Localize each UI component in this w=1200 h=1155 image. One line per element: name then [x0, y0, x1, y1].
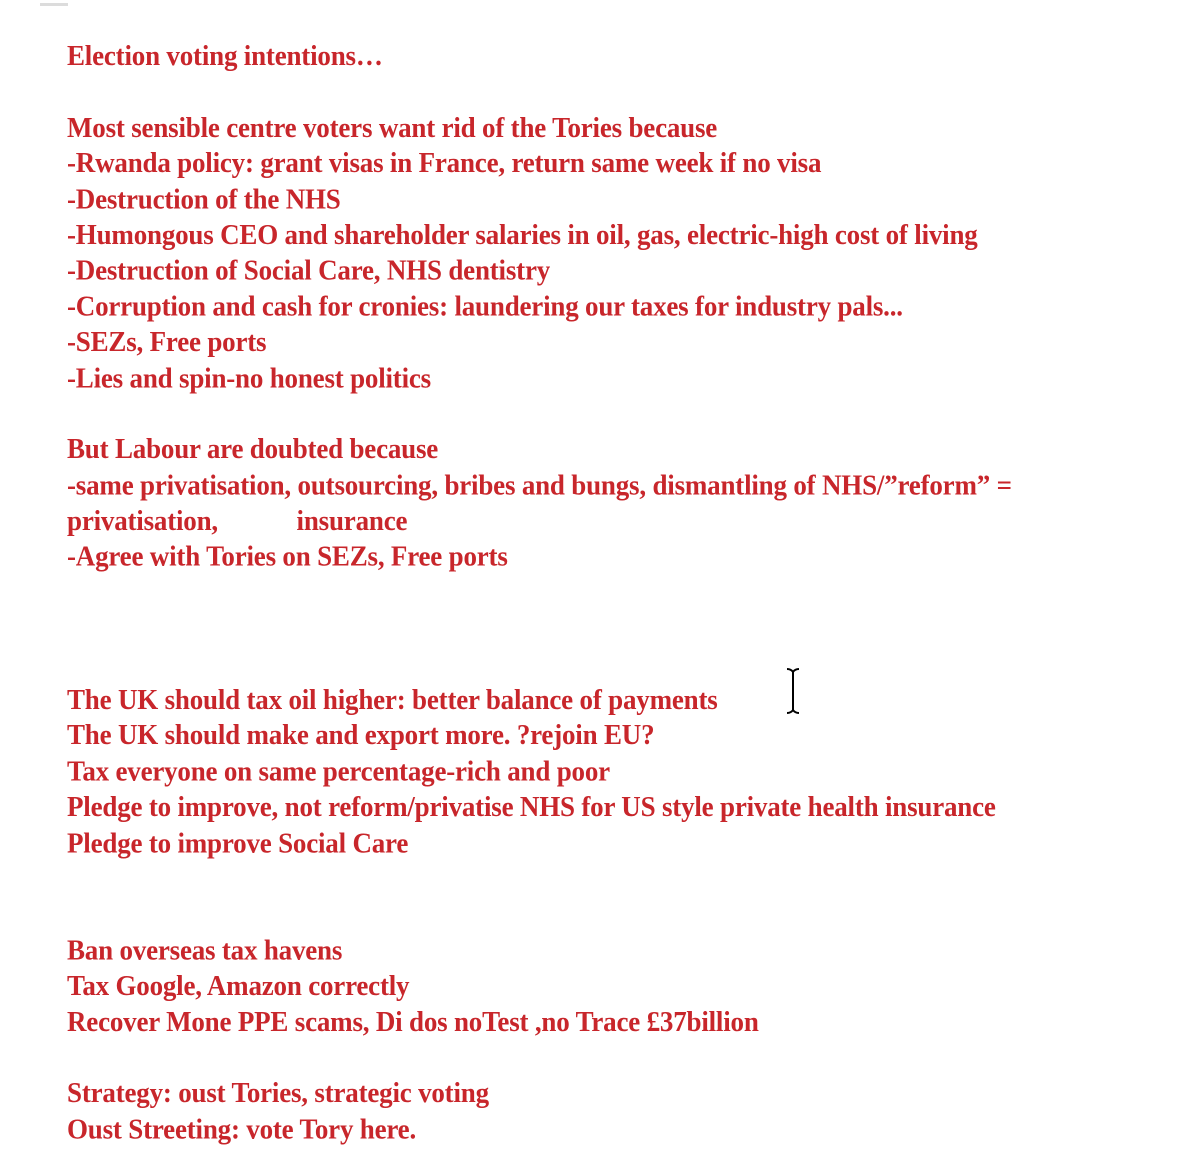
i-beam-cursor-icon: [786, 668, 800, 714]
blank-line: [67, 74, 1177, 110]
policy-item: The UK should tax oil higher: better balance of payments: [67, 683, 718, 716]
policy-item: Pledge to improve, not reform/privatise NHS for US style private health insurance: [67, 791, 996, 823]
policy-item: The UK should make and export more. ?rejoin EU?: [67, 719, 655, 751]
policy-item: Tax everyone on same percentage-rich and poor: [67, 755, 610, 787]
blank-lines: [67, 574, 1177, 646]
document-title: Election voting intentions…: [67, 40, 383, 72]
labour-item: privatisation, insurance: [67, 505, 408, 537]
tax-item: Tax Google, Amazon correctly: [67, 970, 410, 1002]
tories-item: -Corruption and cash for cronies: laundering our taxes for industry pals...: [67, 290, 903, 322]
tories-item: -Destruction of Social Care, NHS dentistry: [67, 254, 551, 286]
policy-item: Pledge to improve Social Care: [67, 826, 409, 859]
tax-item: Recover Mone PPE scams, Di dos noTest ,no Trace £37billion: [67, 1005, 759, 1038]
tories-item: -Lies and spin-no honest politics: [67, 361, 431, 394]
tories-item: -Humongous CEO and shareholder salaries in oil, gas, electric-high cost of living: [67, 218, 978, 251]
document-body[interactable]: [67, 38, 1177, 1147]
blank-line: [67, 396, 1177, 432]
strategy-item: Oust Streeting: vote Tory here.: [67, 1113, 417, 1145]
blank-line: [67, 646, 1177, 682]
tories-item: -Rwanda policy: grant visas in France, return same week if no visa: [67, 147, 822, 179]
tories-item: -Destruction of the NHS: [67, 183, 341, 215]
tories-intro: Most sensible centre voters want rid of the Tories because: [67, 111, 718, 143]
labour-item: -same privatisation, outsourcing, bribes and bungs, dismantling of NHS/”reform” =: [67, 469, 1012, 501]
window-corner-mark: [40, 3, 68, 6]
strategy-item: Strategy: oust Tories, strategic voting: [67, 1077, 489, 1109]
tories-item: -SEZs, Free ports: [67, 326, 267, 358]
blank-line: [67, 1039, 1177, 1075]
labour-item: -Agree with Tories on SEZs, Free ports: [67, 540, 508, 573]
labour-intro: But Labour are doubted because: [67, 433, 439, 465]
tax-item: Ban overseas tax havens: [67, 934, 343, 966]
blank-lines: [67, 861, 1177, 933]
